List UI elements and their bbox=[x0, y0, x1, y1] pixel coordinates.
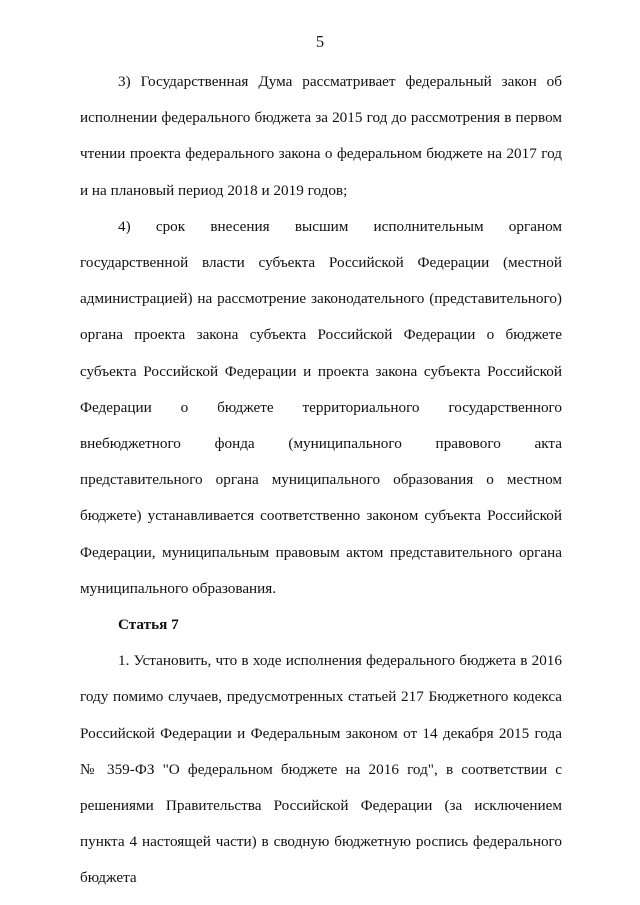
article-paragraph-1: 1. Установить, что в ходе исполнения федерального бюджета в 2016 году помимо случаев, предусмотренных статьей 217 Бюджетного кодекса Российской Федерации и Федеральным законом от 14 декабря 2015 года № 359-ФЗ "О федеральном бюджете на 2016 год", в соответствии с решениями Правительства Российской Федерации (за исключением пункта 4 настоящей части) в сводную бюджетную роспись федерального бюджета bbox=[80, 652, 562, 887]
page-number: 5 bbox=[315, 32, 325, 51]
paragraph-item-4: 4) срок внесения высшим исполнительным органом государственной власти субъекта Российской Федерации (местной администрацией) на рассмотрение законодательного (представительного) органа проекта закона субъекта Российской Федерации о бюджете субъекта Российской Федерации и проекта закона субъекта Российской Федерации о бюджете территориального государственного внебюджетного фонда (муниципального правового акта представительного органа муниципального образования о местном бюджете) устанавливается соответственно законом субъекта Российской Федерации, муниципальным правовым актом представительного органа муниципального образования. bbox=[80, 217, 562, 597]
paragraph-item-3: 3) Государственная Дума рассматривает федеральный закон об исполнении федерального бюджета за 2015 год до рассмотрения в первом чтении проекта федерального закона о федеральном бюджете на 2017 год и на плановый период 2018 и 2019 годов; bbox=[80, 73, 562, 199]
document-body bbox=[80, 64, 562, 897]
article-heading: Статья 7 bbox=[118, 616, 179, 634]
